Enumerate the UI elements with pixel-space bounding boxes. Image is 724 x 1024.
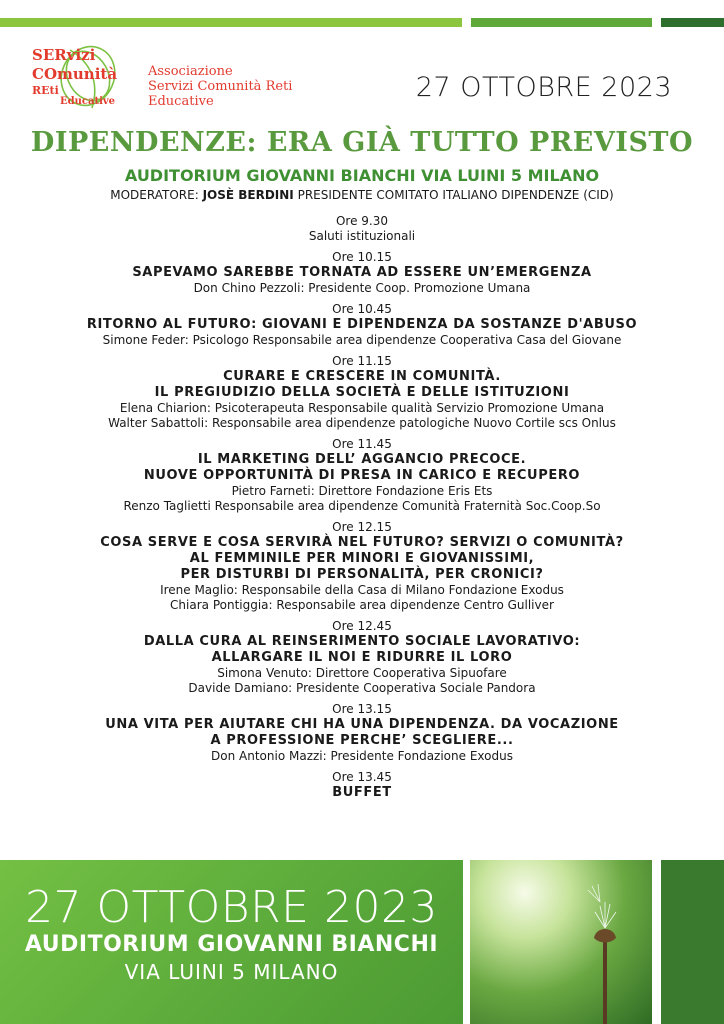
slot-speaker: Walter Sabattoli: Responsabile area dipendenze patologiche Nuovo Cortile scs Onlus — [108, 416, 616, 430]
header-date: 27 OTTOBRE 2023 — [415, 72, 672, 103]
moderator-line — [0, 188, 724, 202]
slot-speaker: Davide Damiano: Presidente Cooperativa Sociale Pandora — [188, 681, 536, 695]
slot-subtitle: Saluti istituzionali — [308, 229, 416, 243]
moderator-role: PRESIDENTE COMITATO ITALIANO DIPENDENZE (CID) — [293, 188, 614, 202]
top-decor-bar-light — [0, 18, 462, 27]
slot-title: ALLARGARE IL NOI E RIDURRE IL LORO — [211, 650, 513, 665]
slot-time: Ore 9.30 — [335, 214, 389, 228]
slot-speaker: Elena Chiarion: Psicoterapeuta Responsabile qualità Servizio Promozione Umana — [119, 401, 605, 415]
slot-title: IL PREGIUDIZIO DELLA SOCIETÀ E DELLE ISTITUZIONI — [154, 385, 570, 400]
dandelion-photo — [470, 860, 652, 1024]
slot-time: Ore 13.45 — [332, 770, 392, 784]
logo-line-1: SERvizi — [32, 46, 96, 64]
logo-line-3: REti — [32, 84, 59, 97]
slot-title: RITORNO AL FUTURO: GIOVANI E DIPENDENZA DA SOSTANZE D'ABUSO — [86, 317, 638, 332]
top-decor-bar-dark — [661, 18, 724, 27]
program-slot — [0, 702, 724, 764]
slot-title: CURARE E CRESCERE IN COMUNITÀ. — [223, 369, 501, 384]
slot-time: Ore 12.45 — [332, 619, 392, 633]
slot-time: Ore 10.45 — [332, 302, 392, 316]
slot-speaker: Don Chino Pezzoli: Presidente Coop. Promozione Umana — [193, 281, 531, 295]
slot-title: COSA SERVE E COSA SERVIRÀ NEL FUTURO? SERVIZI O COMUNITÀ? — [100, 535, 624, 550]
slot-title: IL MARKETING DELL’ AGGANCIO PRECOCE. — [197, 452, 527, 467]
slot-title: PER DISTURBI DI PERSONALITÀ, PER CRONICI? — [180, 567, 544, 582]
slot-title: BUFFET — [332, 785, 392, 800]
moderator-name: JOSÈ BERDINI — [202, 188, 294, 202]
slot-time: Ore 13.15 — [332, 702, 392, 716]
organization-name-line: Associazione — [148, 64, 233, 79]
top-decor-bar-mid — [471, 18, 652, 27]
logo-line-2: COmunità — [32, 65, 118, 83]
footer-address: VIA LUINI 5 MILANO — [124, 960, 339, 984]
program-slot — [0, 214, 724, 244]
footer-decor-bar-dark — [661, 860, 724, 1024]
footer-venue: AUDITORIUM GIOVANNI BIANCHI — [24, 932, 439, 957]
program-slot — [0, 437, 724, 514]
program-slot — [0, 354, 724, 431]
slot-time: Ore 11.45 — [332, 437, 392, 451]
slot-speaker: Simona Venuto: Direttore Cooperativa Sipuofare — [217, 666, 507, 680]
program-slot — [0, 770, 724, 801]
program-slot — [0, 520, 724, 613]
footer-date: 27 OTTOBRE 2023 — [25, 882, 438, 933]
slot-speaker: Pietro Farneti: Direttore Fondazione Eris Ets — [231, 484, 493, 498]
organization-name-line: Servizi Comunità Reti — [148, 79, 293, 94]
slot-title: A PROFESSIONE PERCHE’ SCEGLIERE... — [210, 733, 514, 748]
slot-speaker: Don Antonio Mazzi: Presidente Fondazione Exodus — [211, 749, 513, 763]
event-venue: AUDITORIUM GIOVANNI BIANCHI VIA LUINI 5 MILANO — [124, 166, 600, 185]
moderator-prefix: MODERATORE: — [110, 188, 203, 202]
footer-banner — [0, 860, 463, 1024]
program-slot — [0, 250, 724, 296]
program-slot — [0, 619, 724, 696]
slot-title: UNA VITA PER AIUTARE CHI HA UNA DIPENDENZA. DA VOCAZIONE — [105, 717, 619, 732]
organization-logo — [30, 42, 142, 112]
slot-title: DALLA CURA AL REINSERIMENTO SOCIALE LAVORATIVO: — [143, 634, 581, 649]
slot-time: Ore 10.15 — [332, 250, 392, 264]
slot-speaker: Renzo Taglietti Responsabile area dipendenze Comunità Fraternità Soc.Coop.So — [123, 499, 601, 513]
slot-speaker: Irene Maglio: Responsabile della Casa di Milano Fondazione Exodus — [160, 583, 564, 597]
program-schedule — [0, 214, 724, 807]
program-slot — [0, 302, 724, 348]
dandelion-icon — [470, 860, 652, 1024]
slot-time: Ore 11.15 — [332, 354, 392, 368]
slot-speaker: Simone Feder: Psicologo Responsabile area dipendenze Cooperativa Casa del Giovane — [102, 333, 622, 347]
slot-title: SAPEVAMO SAREBBE TORNATA AD ESSERE UN’EMERGENZA — [132, 265, 592, 280]
slot-speaker: Chiara Pontiggia: Responsabile area dipendenze Centro Gulliver — [170, 598, 554, 612]
organization-name-line: Educative — [148, 94, 214, 109]
slot-time: Ore 12.15 — [332, 520, 392, 534]
slot-title: AL FEMMINILE PER MINORI E GIOVANISSIMI, — [189, 551, 535, 566]
organization-name — [148, 64, 292, 109]
logo-line-4: Educative — [60, 96, 116, 107]
event-title: DIPENDENZE: ERA GIÀ TUTTO PREVISTO — [30, 127, 694, 158]
slot-title: NUOVE OPPORTUNITÀ DI PRESA IN CARICO E RECUPERO — [143, 468, 581, 483]
